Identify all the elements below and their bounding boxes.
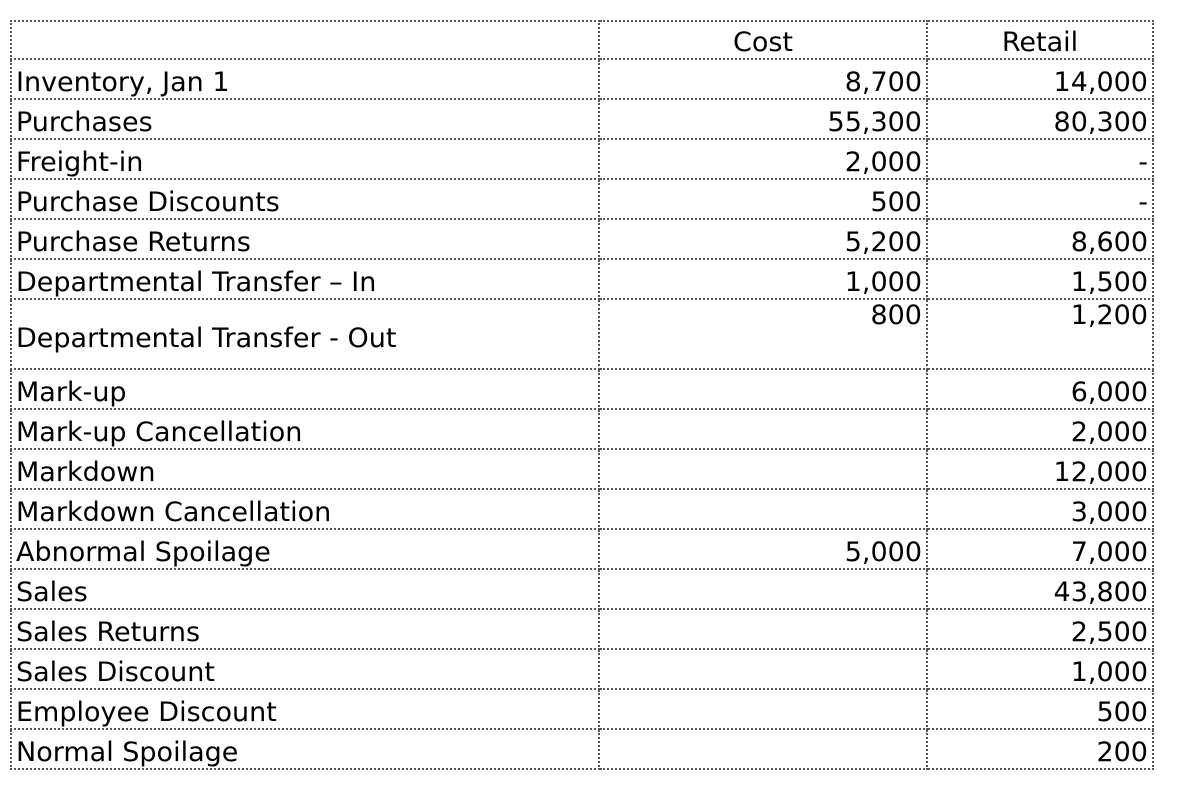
retail-cell: 7,000 xyxy=(927,529,1153,569)
row-label: Freight-in xyxy=(11,139,599,179)
retail-cell: 80,300 xyxy=(927,99,1153,139)
table-row xyxy=(11,219,1153,259)
cost-cell xyxy=(599,489,927,529)
table-row xyxy=(11,139,1153,179)
cost-cell: 800 xyxy=(599,299,927,369)
header-cost: Cost xyxy=(599,21,927,59)
row-label: Abnormal Spoilage xyxy=(11,529,599,569)
cost-cell: 5,200 xyxy=(599,219,927,259)
retail-cell: 1,000 xyxy=(927,649,1153,689)
retail-cell: - xyxy=(927,179,1153,219)
header-row xyxy=(11,21,1153,59)
cost-cell: 500 xyxy=(599,179,927,219)
inventory-table xyxy=(10,20,1154,770)
table-row xyxy=(11,529,1153,569)
row-label: Markdown Cancellation xyxy=(11,489,599,529)
table-row xyxy=(11,649,1153,689)
table-row xyxy=(11,369,1153,409)
table-row xyxy=(11,179,1153,219)
retail-cell: 12,000 xyxy=(927,449,1153,489)
retail-cell: 8,600 xyxy=(927,219,1153,259)
row-label: Mark-up Cancellation xyxy=(11,409,599,449)
table-row xyxy=(11,409,1153,449)
cost-cell: 55,300 xyxy=(599,99,927,139)
retail-cell: 200 xyxy=(927,729,1153,769)
row-label: Purchase Returns xyxy=(11,219,599,259)
cost-cell xyxy=(599,609,927,649)
retail-cell: - xyxy=(927,139,1153,179)
row-label: Mark-up xyxy=(11,369,599,409)
retail-cell: 2,500 xyxy=(927,609,1153,649)
retail-cell: 6,000 xyxy=(927,369,1153,409)
table-row xyxy=(11,299,1153,369)
retail-cell: 14,000 xyxy=(927,59,1153,99)
table-row xyxy=(11,259,1153,299)
row-label: Inventory, Jan 1 xyxy=(11,59,599,99)
cost-cell xyxy=(599,569,927,609)
cost-cell: 5,000 xyxy=(599,529,927,569)
retail-cell: 2,000 xyxy=(927,409,1153,449)
cost-cell: 2,000 xyxy=(599,139,927,179)
retail-cell: 1,500 xyxy=(927,259,1153,299)
table-row xyxy=(11,59,1153,99)
row-label: Sales xyxy=(11,569,599,609)
row-label: Markdown xyxy=(11,449,599,489)
retail-cell: 43,800 xyxy=(927,569,1153,609)
table-row xyxy=(11,489,1153,529)
cost-cell xyxy=(599,369,927,409)
cost-cell xyxy=(599,649,927,689)
cost-cell xyxy=(599,449,927,489)
cost-cell xyxy=(599,729,927,769)
table-row xyxy=(11,609,1153,649)
row-label: Employee Discount xyxy=(11,689,599,729)
table-row xyxy=(11,449,1153,489)
cost-cell xyxy=(599,409,927,449)
retail-cell: 1,200 xyxy=(927,299,1153,369)
header-label xyxy=(11,21,599,59)
table-row xyxy=(11,689,1153,729)
header-retail: Retail xyxy=(927,21,1153,59)
row-label: Sales Discount xyxy=(11,649,599,689)
row-label: Departmental Transfer - Out xyxy=(11,299,599,369)
cost-cell: 1,000 xyxy=(599,259,927,299)
retail-cell: 500 xyxy=(927,689,1153,729)
cost-cell: 8,700 xyxy=(599,59,927,99)
table-row xyxy=(11,729,1153,769)
row-label: Purchase Discounts xyxy=(11,179,599,219)
row-label: Normal Spoilage xyxy=(11,729,599,769)
table-row xyxy=(11,569,1153,609)
row-label: Purchases xyxy=(11,99,599,139)
cost-cell xyxy=(599,689,927,729)
table-row xyxy=(11,99,1153,139)
retail-cell: 3,000 xyxy=(927,489,1153,529)
row-label: Sales Returns xyxy=(11,609,599,649)
row-label: Departmental Transfer – In xyxy=(11,259,599,299)
